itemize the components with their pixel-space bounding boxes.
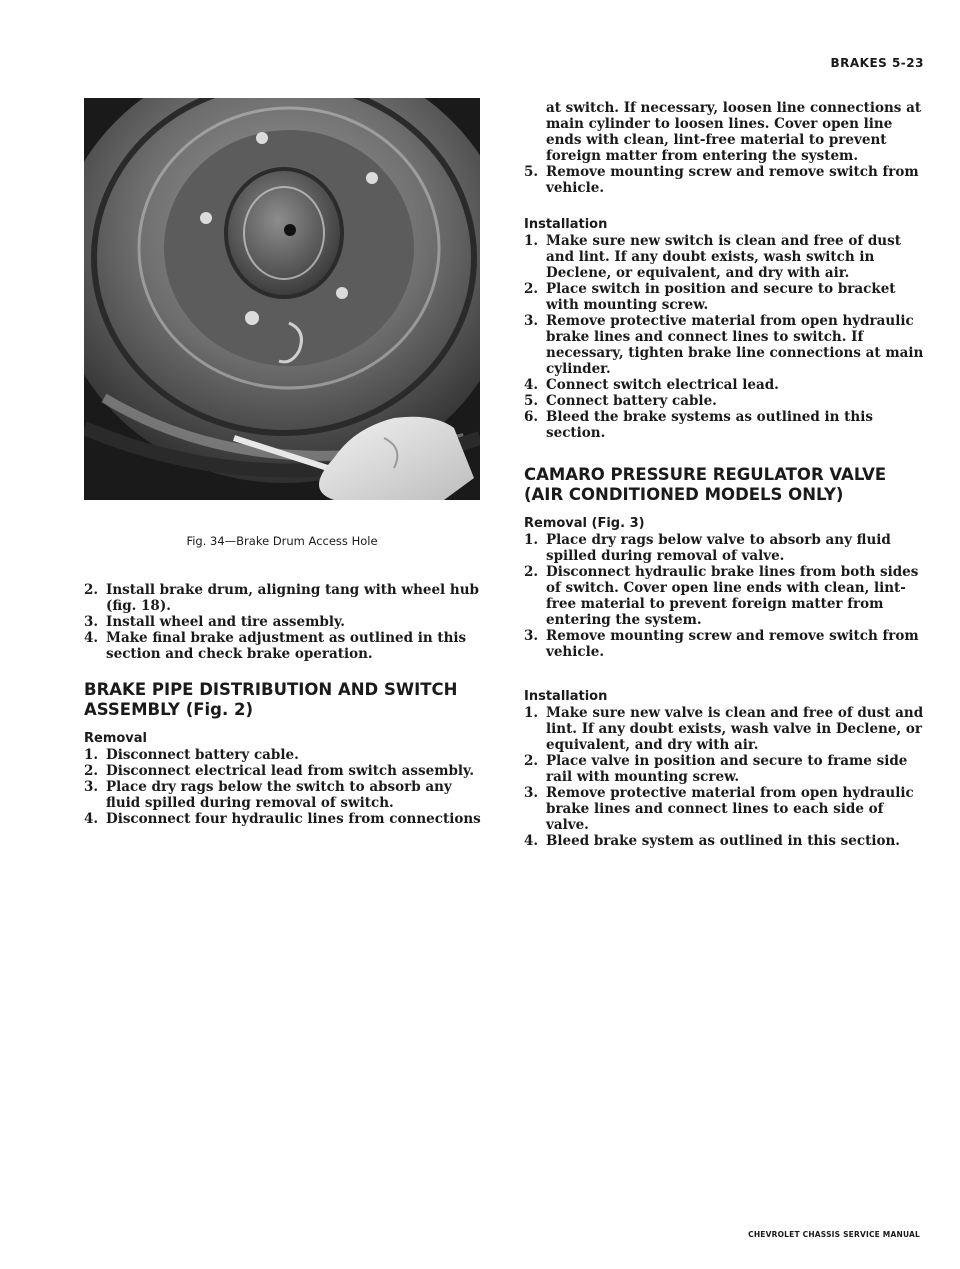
page-footer: CHEVROLET CHASSIS SERVICE MANUAL xyxy=(748,1230,920,1239)
step-number: 4. xyxy=(524,377,539,393)
left-column xyxy=(84,582,488,827)
step-text: Make sure new switch is clean and free of dust and lint. If any doubt exists, wash switch in Declene, or equivalent, and dry with air. xyxy=(546,233,901,281)
removal-steps-list xyxy=(524,532,928,660)
step-text: Install brake drum, aligning tang with wheel hub (fig. 18). xyxy=(106,582,479,614)
step-number: 3. xyxy=(524,628,539,644)
step-text: Install wheel and tire assembly. xyxy=(106,614,345,630)
step-number: 2. xyxy=(524,753,539,769)
step-number: 4. xyxy=(524,833,539,849)
step-number: 2. xyxy=(524,281,539,297)
step-number: 6. xyxy=(524,409,539,425)
brake-drum-image xyxy=(84,98,480,500)
step-text: Connect switch electrical lead. xyxy=(546,377,779,393)
step-number: 4. xyxy=(84,630,99,646)
install-steps-list xyxy=(84,582,488,662)
list-item xyxy=(524,233,928,281)
list-item xyxy=(84,811,488,827)
installation-heading: Installation xyxy=(524,217,608,232)
list-item xyxy=(524,564,928,628)
list-item xyxy=(524,409,928,441)
step-text: Connect battery cable. xyxy=(546,393,717,409)
step-number: 4. xyxy=(84,811,99,827)
list-item xyxy=(524,753,928,785)
step-text: Disconnect battery cable. xyxy=(106,747,299,763)
step-number: 1. xyxy=(524,233,539,249)
list-item xyxy=(84,630,488,662)
step-text: Bleed brake system as outlined in this section. xyxy=(546,833,900,849)
installation-steps-list xyxy=(524,705,928,849)
step-text: Remove protective material from open hydraulic brake lines and connect lines to each side of valve. xyxy=(546,785,914,833)
list-item xyxy=(524,833,928,849)
list-item xyxy=(524,628,928,660)
step-number: 3. xyxy=(524,313,539,329)
step-number: 1. xyxy=(524,705,539,721)
brake-drum-photo xyxy=(84,98,480,500)
step-text: Remove protective material from open hydraulic brake lines and connect lines to switch. If necessary, tighten brake line connections at main cylinder. xyxy=(546,313,924,377)
step-text: Remove mounting screw and remove switch from vehicle. xyxy=(546,164,919,196)
step-number: 2. xyxy=(84,763,99,779)
step-text: Make final brake adjustment as outlined in this section and check brake operation. xyxy=(106,630,467,662)
list-item xyxy=(84,779,488,811)
step-number: 2. xyxy=(524,564,539,580)
step-text: Disconnect electrical lead from switch assembly. xyxy=(106,763,475,779)
installation-heading: Installation xyxy=(524,689,608,704)
step-text: Place dry rags below valve to absorb any fluid spilled during removal of valve. xyxy=(546,532,891,564)
list-item xyxy=(524,705,928,753)
list-item xyxy=(84,747,488,763)
figure-caption: Fig. 34—Brake Drum Access Hole xyxy=(186,534,378,548)
removal-steps-list xyxy=(84,747,488,827)
step-text: Place valve in position and secure to frame side rail with mounting screw. xyxy=(546,753,908,785)
list-item xyxy=(524,393,928,409)
list-item xyxy=(524,281,928,313)
step-number: 1. xyxy=(84,747,99,763)
section-title-camaro-valve: CAMARO PRESSURE REGULATOR VALVE (AIR CONDITIONED MODELS ONLY) xyxy=(524,465,887,504)
list-item xyxy=(84,582,488,614)
removal-heading: Removal xyxy=(84,731,148,746)
continued-paragraph: at switch. If necessary, loosen line connections at main cylinder to loosen lines. Cover open line ends with clean, lint-free material to prevent foreign matter from entering the system. xyxy=(546,100,922,164)
list-item xyxy=(84,614,488,630)
step-text: Make sure new valve is clean and free of dust and lint. If any doubt exists, wash valve in Declene, or equivalent, and dry with air. xyxy=(546,705,924,753)
list-item xyxy=(524,785,928,833)
step-number: 3. xyxy=(84,779,99,795)
list-item xyxy=(524,532,928,564)
section-title-brake-pipe: BRAKE PIPE DISTRIBUTION AND SWITCH ASSEMBLY (Fig. 2) xyxy=(84,680,458,719)
step-text: Disconnect four hydraulic lines from connections xyxy=(106,811,481,827)
page-header: BRAKES 5-23 xyxy=(830,56,924,70)
step-number: 2. xyxy=(84,582,99,598)
step-text: Bleed the brake systems as outlined in this section. xyxy=(546,409,873,441)
step-text: Place dry rags below the switch to absorb any fluid spilled during removal of switch. xyxy=(106,779,452,811)
step-number: 5. xyxy=(524,164,539,180)
list-item xyxy=(524,313,928,377)
installation-steps-list xyxy=(524,233,928,441)
step-text: Place switch in position and secure to bracket with mounting screw. xyxy=(546,281,896,313)
step-number: 5. xyxy=(524,393,539,409)
step-number: 3. xyxy=(84,614,99,630)
list-item xyxy=(524,164,928,196)
list-item xyxy=(524,377,928,393)
list-item xyxy=(84,763,488,779)
step-text: Remove mounting screw and remove switch from vehicle. xyxy=(546,628,919,660)
step-number: 1. xyxy=(524,532,539,548)
right-column xyxy=(524,100,928,849)
step-number: 3. xyxy=(524,785,539,801)
removal-heading: Removal (Fig. 3) xyxy=(524,516,645,531)
step-text: Disconnect hydraulic brake lines from both sides of switch. Cover open line ends with clean, lint-free material to prevent foreign matter from entering the system. xyxy=(546,564,919,628)
